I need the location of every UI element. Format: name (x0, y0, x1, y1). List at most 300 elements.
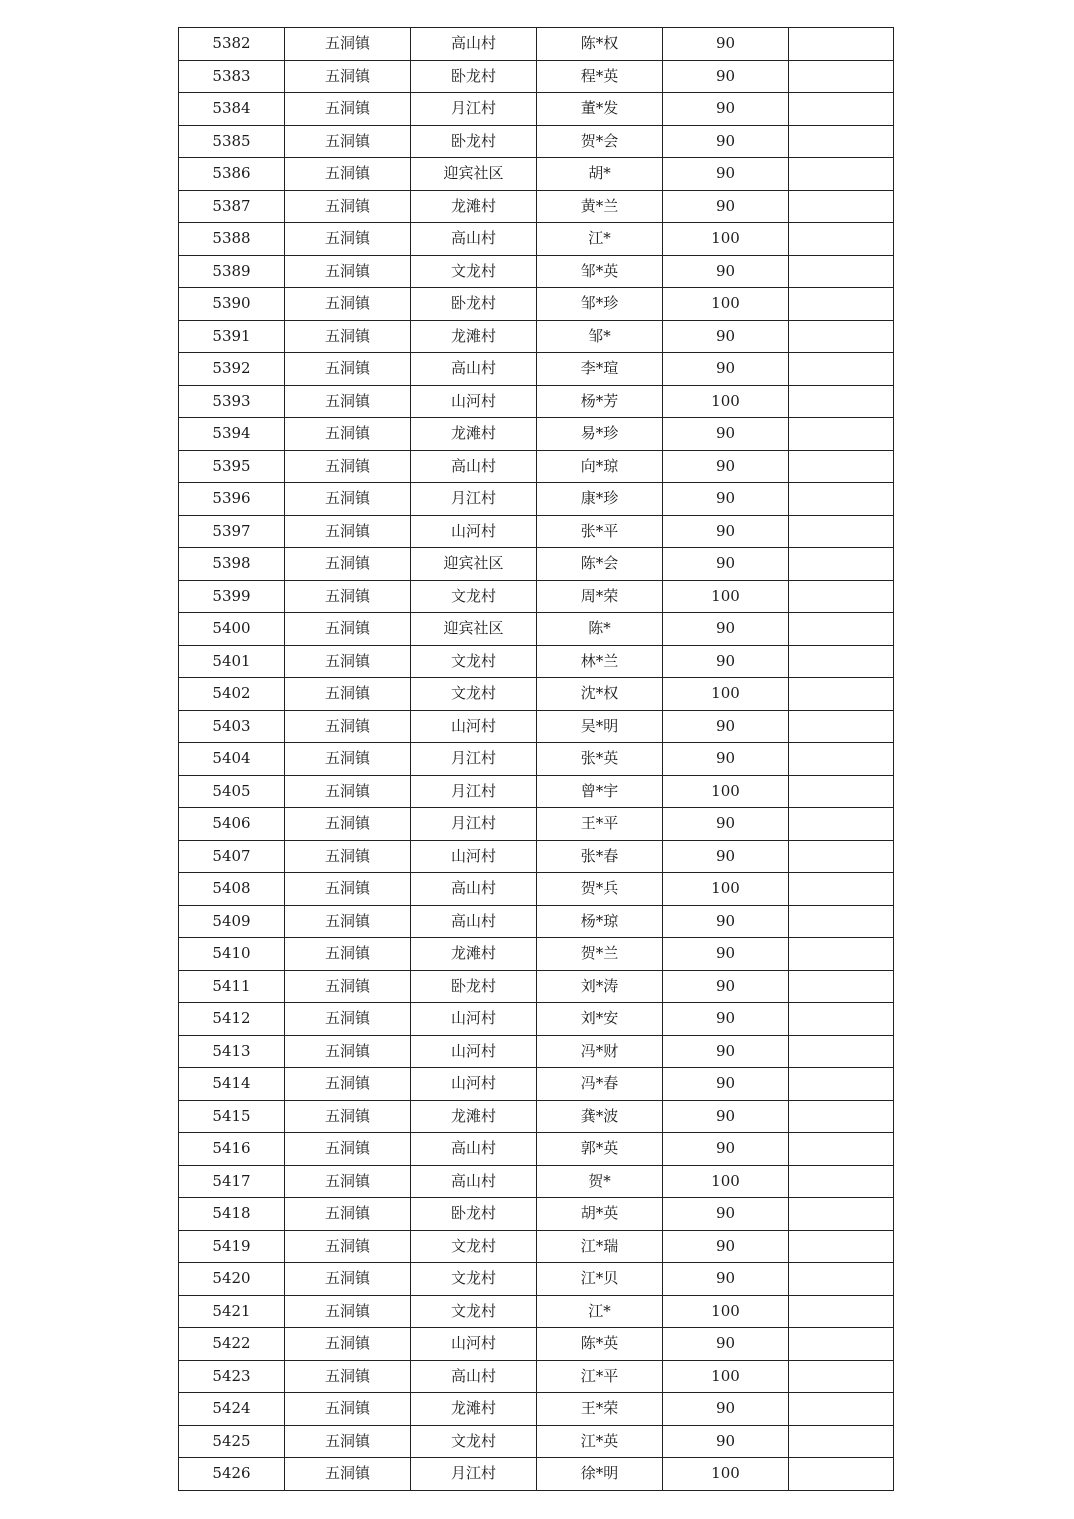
remark-cell (789, 1198, 894, 1231)
name-cell: 邹* (537, 320, 663, 353)
town-cell: 五洞镇 (285, 1068, 411, 1101)
table-row (179, 418, 894, 451)
index-cell: 5399 (179, 580, 285, 613)
index-cell: 5409 (179, 905, 285, 938)
town-cell: 五洞镇 (285, 158, 411, 191)
remark-cell (789, 1068, 894, 1101)
town-cell: 五洞镇 (285, 320, 411, 353)
index-cell: 5408 (179, 873, 285, 906)
index-cell: 5394 (179, 418, 285, 451)
amount-cell: 100 (663, 873, 789, 906)
name-cell: 龚*波 (537, 1100, 663, 1133)
town-cell: 五洞镇 (285, 1003, 411, 1036)
index-cell: 5388 (179, 223, 285, 256)
remark-cell (789, 353, 894, 386)
town-cell: 五洞镇 (285, 1295, 411, 1328)
village-cell: 文龙村 (411, 1425, 537, 1458)
amount-cell: 90 (663, 645, 789, 678)
village-cell: 山河村 (411, 385, 537, 418)
amount-cell: 90 (663, 905, 789, 938)
name-cell: 张*英 (537, 743, 663, 776)
remark-cell (789, 1295, 894, 1328)
amount-cell: 90 (663, 158, 789, 191)
name-cell: 贺* (537, 1165, 663, 1198)
village-cell: 山河村 (411, 1003, 537, 1036)
town-cell: 五洞镇 (285, 905, 411, 938)
remark-cell (789, 385, 894, 418)
index-cell: 5419 (179, 1230, 285, 1263)
village-cell: 龙滩村 (411, 320, 537, 353)
amount-cell: 100 (663, 1295, 789, 1328)
name-cell: 江* (537, 223, 663, 256)
remark-cell (789, 288, 894, 321)
village-cell: 迎宾社区 (411, 613, 537, 646)
index-cell: 5393 (179, 385, 285, 418)
name-cell: 李*瑄 (537, 353, 663, 386)
village-cell: 高山村 (411, 450, 537, 483)
remark-cell (789, 1328, 894, 1361)
amount-cell: 100 (663, 678, 789, 711)
index-cell: 5407 (179, 840, 285, 873)
name-cell: 易*珍 (537, 418, 663, 451)
village-cell: 高山村 (411, 353, 537, 386)
table-row (179, 1295, 894, 1328)
amount-cell: 90 (663, 808, 789, 841)
name-cell: 陈*权 (537, 28, 663, 61)
remark-cell (789, 710, 894, 743)
table-row (179, 645, 894, 678)
amount-cell: 90 (663, 1100, 789, 1133)
table-row (179, 1198, 894, 1231)
remark-cell (789, 1393, 894, 1426)
amount-cell: 90 (663, 450, 789, 483)
name-cell: 冯*财 (537, 1035, 663, 1068)
town-cell: 五洞镇 (285, 1393, 411, 1426)
name-cell: 王*平 (537, 808, 663, 841)
index-cell: 5424 (179, 1393, 285, 1426)
amount-cell: 90 (663, 743, 789, 776)
town-cell: 五洞镇 (285, 1425, 411, 1458)
amount-cell: 90 (663, 1068, 789, 1101)
data-table (178, 27, 894, 1491)
amount-cell: 90 (663, 840, 789, 873)
amount-cell: 90 (663, 483, 789, 516)
table-row (179, 840, 894, 873)
name-cell: 陈*英 (537, 1328, 663, 1361)
town-cell: 五洞镇 (285, 190, 411, 223)
name-cell: 贺*会 (537, 125, 663, 158)
town-cell: 五洞镇 (285, 808, 411, 841)
index-cell: 5415 (179, 1100, 285, 1133)
remark-cell (789, 645, 894, 678)
amount-cell: 90 (663, 125, 789, 158)
table-row (179, 320, 894, 353)
index-cell: 5414 (179, 1068, 285, 1101)
town-cell: 五洞镇 (285, 255, 411, 288)
town-cell: 五洞镇 (285, 613, 411, 646)
name-cell: 曾*宇 (537, 775, 663, 808)
index-cell: 5406 (179, 808, 285, 841)
name-cell: 江*英 (537, 1425, 663, 1458)
table-row (179, 28, 894, 61)
town-cell: 五洞镇 (285, 418, 411, 451)
name-cell: 胡*英 (537, 1198, 663, 1231)
village-cell: 迎宾社区 (411, 158, 537, 191)
table-row (179, 223, 894, 256)
name-cell: 陈* (537, 613, 663, 646)
remark-cell (789, 158, 894, 191)
village-cell: 山河村 (411, 1328, 537, 1361)
village-cell: 山河村 (411, 1035, 537, 1068)
town-cell: 五洞镇 (285, 873, 411, 906)
town-cell: 五洞镇 (285, 223, 411, 256)
index-cell: 5395 (179, 450, 285, 483)
index-cell: 5385 (179, 125, 285, 158)
remark-cell (789, 450, 894, 483)
village-cell: 文龙村 (411, 580, 537, 613)
town-cell: 五洞镇 (285, 1328, 411, 1361)
table-row (179, 1165, 894, 1198)
town-cell: 五洞镇 (285, 548, 411, 581)
name-cell: 林*兰 (537, 645, 663, 678)
village-cell: 高山村 (411, 873, 537, 906)
index-cell: 5416 (179, 1133, 285, 1166)
amount-cell: 90 (663, 353, 789, 386)
table-row (179, 1263, 894, 1296)
amount-cell: 90 (663, 710, 789, 743)
table-row (179, 678, 894, 711)
town-cell: 五洞镇 (285, 1035, 411, 1068)
remark-cell (789, 125, 894, 158)
index-cell: 5387 (179, 190, 285, 223)
amount-cell: 90 (663, 548, 789, 581)
village-cell: 月江村 (411, 93, 537, 126)
amount-cell: 90 (663, 515, 789, 548)
name-cell: 杨*琼 (537, 905, 663, 938)
index-cell: 5423 (179, 1360, 285, 1393)
table-row (179, 1458, 894, 1491)
index-cell: 5425 (179, 1425, 285, 1458)
name-cell: 董*发 (537, 93, 663, 126)
table-row (179, 255, 894, 288)
remark-cell (789, 1360, 894, 1393)
table-row (179, 1003, 894, 1036)
town-cell: 五洞镇 (285, 450, 411, 483)
name-cell: 徐*明 (537, 1458, 663, 1491)
index-cell: 5401 (179, 645, 285, 678)
table-row (179, 385, 894, 418)
town-cell: 五洞镇 (285, 678, 411, 711)
village-cell: 卧龙村 (411, 970, 537, 1003)
village-cell: 山河村 (411, 1068, 537, 1101)
village-cell: 文龙村 (411, 645, 537, 678)
village-cell: 高山村 (411, 28, 537, 61)
name-cell: 郭*英 (537, 1133, 663, 1166)
index-cell: 5400 (179, 613, 285, 646)
town-cell: 五洞镇 (285, 970, 411, 1003)
town-cell: 五洞镇 (285, 1263, 411, 1296)
table-row (179, 1360, 894, 1393)
town-cell: 五洞镇 (285, 60, 411, 93)
village-cell: 高山村 (411, 1133, 537, 1166)
table-row (179, 1100, 894, 1133)
remark-cell (789, 1458, 894, 1491)
index-cell: 5382 (179, 28, 285, 61)
table-row (179, 1425, 894, 1458)
table-row (179, 548, 894, 581)
remark-cell (789, 418, 894, 451)
index-cell: 5398 (179, 548, 285, 581)
index-cell: 5412 (179, 1003, 285, 1036)
town-cell: 五洞镇 (285, 483, 411, 516)
name-cell: 吴*明 (537, 710, 663, 743)
amount-cell: 100 (663, 223, 789, 256)
remark-cell (789, 320, 894, 353)
amount-cell: 100 (663, 1165, 789, 1198)
town-cell: 五洞镇 (285, 1230, 411, 1263)
name-cell: 刘*安 (537, 1003, 663, 1036)
index-cell: 5397 (179, 515, 285, 548)
remark-cell (789, 808, 894, 841)
town-cell: 五洞镇 (285, 1165, 411, 1198)
name-cell: 张*平 (537, 515, 663, 548)
remark-cell (789, 1425, 894, 1458)
amount-cell: 90 (663, 190, 789, 223)
index-cell: 5421 (179, 1295, 285, 1328)
name-cell: 向*琼 (537, 450, 663, 483)
index-cell: 5403 (179, 710, 285, 743)
table-row (179, 93, 894, 126)
remark-cell (789, 93, 894, 126)
remark-cell (789, 28, 894, 61)
village-cell: 高山村 (411, 1165, 537, 1198)
town-cell: 五洞镇 (285, 288, 411, 321)
amount-cell: 90 (663, 93, 789, 126)
town-cell: 五洞镇 (285, 1133, 411, 1166)
remark-cell (789, 938, 894, 971)
index-cell: 5404 (179, 743, 285, 776)
town-cell: 五洞镇 (285, 1198, 411, 1231)
amount-cell: 90 (663, 28, 789, 61)
village-cell: 文龙村 (411, 1295, 537, 1328)
town-cell: 五洞镇 (285, 645, 411, 678)
index-cell: 5410 (179, 938, 285, 971)
village-cell: 山河村 (411, 515, 537, 548)
table-row (179, 1068, 894, 1101)
town-cell: 五洞镇 (285, 125, 411, 158)
index-cell: 5418 (179, 1198, 285, 1231)
index-cell: 5420 (179, 1263, 285, 1296)
amount-cell: 90 (663, 970, 789, 1003)
table-row (179, 1133, 894, 1166)
index-cell: 5411 (179, 970, 285, 1003)
amount-cell: 100 (663, 385, 789, 418)
table-row (179, 1230, 894, 1263)
remark-cell (789, 1003, 894, 1036)
remark-cell (789, 548, 894, 581)
amount-cell: 90 (663, 60, 789, 93)
village-cell: 高山村 (411, 223, 537, 256)
table-row (179, 808, 894, 841)
index-cell: 5405 (179, 775, 285, 808)
remark-cell (789, 580, 894, 613)
remark-cell (789, 873, 894, 906)
table-row (179, 613, 894, 646)
index-cell: 5386 (179, 158, 285, 191)
town-cell: 五洞镇 (285, 580, 411, 613)
remark-cell (789, 1263, 894, 1296)
table-row (179, 483, 894, 516)
town-cell: 五洞镇 (285, 775, 411, 808)
remark-cell (789, 515, 894, 548)
table-row (179, 873, 894, 906)
village-cell: 卧龙村 (411, 60, 537, 93)
village-cell: 龙滩村 (411, 1393, 537, 1426)
table-row (179, 970, 894, 1003)
table-row (179, 938, 894, 971)
village-cell: 文龙村 (411, 678, 537, 711)
table-row (179, 743, 894, 776)
table-row (179, 158, 894, 191)
index-cell: 5422 (179, 1328, 285, 1361)
remark-cell (789, 743, 894, 776)
name-cell: 陈*会 (537, 548, 663, 581)
village-cell: 月江村 (411, 483, 537, 516)
remark-cell (789, 60, 894, 93)
village-cell: 山河村 (411, 710, 537, 743)
name-cell: 冯*春 (537, 1068, 663, 1101)
name-cell: 黄*兰 (537, 190, 663, 223)
table-row (179, 1393, 894, 1426)
name-cell: 刘*涛 (537, 970, 663, 1003)
index-cell: 5391 (179, 320, 285, 353)
village-cell: 月江村 (411, 775, 537, 808)
name-cell: 江*平 (537, 1360, 663, 1393)
index-cell: 5396 (179, 483, 285, 516)
amount-cell: 100 (663, 775, 789, 808)
amount-cell: 90 (663, 1198, 789, 1231)
village-cell: 文龙村 (411, 1230, 537, 1263)
name-cell: 王*荣 (537, 1393, 663, 1426)
village-cell: 文龙村 (411, 255, 537, 288)
town-cell: 五洞镇 (285, 710, 411, 743)
amount-cell: 90 (663, 1133, 789, 1166)
amount-cell: 90 (663, 418, 789, 451)
name-cell: 江*贝 (537, 1263, 663, 1296)
amount-cell: 90 (663, 938, 789, 971)
town-cell: 五洞镇 (285, 1360, 411, 1393)
remark-cell (789, 223, 894, 256)
village-cell: 月江村 (411, 1458, 537, 1491)
amount-cell: 100 (663, 1360, 789, 1393)
town-cell: 五洞镇 (285, 840, 411, 873)
name-cell: 程*英 (537, 60, 663, 93)
amount-cell: 100 (663, 288, 789, 321)
name-cell: 沈*权 (537, 678, 663, 711)
amount-cell: 90 (663, 613, 789, 646)
amount-cell: 100 (663, 1458, 789, 1491)
table-row (179, 190, 894, 223)
town-cell: 五洞镇 (285, 743, 411, 776)
village-cell: 卧龙村 (411, 125, 537, 158)
name-cell: 贺*兰 (537, 938, 663, 971)
table-row (179, 60, 894, 93)
name-cell: 江* (537, 1295, 663, 1328)
town-cell: 五洞镇 (285, 938, 411, 971)
table-row (179, 125, 894, 158)
amount-cell: 90 (663, 1263, 789, 1296)
index-cell: 5389 (179, 255, 285, 288)
village-cell: 龙滩村 (411, 190, 537, 223)
amount-cell: 90 (663, 1328, 789, 1361)
index-cell: 5402 (179, 678, 285, 711)
village-cell: 龙滩村 (411, 938, 537, 971)
index-cell: 5390 (179, 288, 285, 321)
amount-cell: 90 (663, 1230, 789, 1263)
village-cell: 高山村 (411, 905, 537, 938)
index-cell: 5426 (179, 1458, 285, 1491)
name-cell: 邹*珍 (537, 288, 663, 321)
village-cell: 月江村 (411, 743, 537, 776)
town-cell: 五洞镇 (285, 93, 411, 126)
index-cell: 5383 (179, 60, 285, 93)
amount-cell: 90 (663, 1393, 789, 1426)
name-cell: 邹*英 (537, 255, 663, 288)
index-cell: 5417 (179, 1165, 285, 1198)
amount-cell: 90 (663, 320, 789, 353)
remark-cell (789, 483, 894, 516)
town-cell: 五洞镇 (285, 353, 411, 386)
table-body (179, 28, 894, 1491)
remark-cell (789, 255, 894, 288)
town-cell: 五洞镇 (285, 28, 411, 61)
table-row (179, 905, 894, 938)
remark-cell (789, 970, 894, 1003)
remark-cell (789, 1165, 894, 1198)
remark-cell (789, 905, 894, 938)
remark-cell (789, 840, 894, 873)
name-cell: 江*瑞 (537, 1230, 663, 1263)
village-cell: 文龙村 (411, 1263, 537, 1296)
name-cell: 康*珍 (537, 483, 663, 516)
table-row (179, 710, 894, 743)
town-cell: 五洞镇 (285, 1100, 411, 1133)
index-cell: 5413 (179, 1035, 285, 1068)
amount-cell: 90 (663, 1035, 789, 1068)
remark-cell (789, 190, 894, 223)
remark-cell (789, 1133, 894, 1166)
name-cell: 贺*兵 (537, 873, 663, 906)
amount-cell: 90 (663, 1425, 789, 1458)
name-cell: 胡* (537, 158, 663, 191)
village-cell: 龙滩村 (411, 418, 537, 451)
amount-cell: 90 (663, 255, 789, 288)
table-row (179, 1035, 894, 1068)
village-cell: 卧龙村 (411, 1198, 537, 1231)
table-row (179, 353, 894, 386)
remark-cell (789, 1230, 894, 1263)
remark-cell (789, 775, 894, 808)
table-row (179, 1328, 894, 1361)
remark-cell (789, 1100, 894, 1133)
amount-cell: 100 (663, 580, 789, 613)
name-cell: 周*荣 (537, 580, 663, 613)
village-cell: 龙滩村 (411, 1100, 537, 1133)
town-cell: 五洞镇 (285, 385, 411, 418)
table-row (179, 450, 894, 483)
village-cell: 山河村 (411, 840, 537, 873)
remark-cell (789, 678, 894, 711)
